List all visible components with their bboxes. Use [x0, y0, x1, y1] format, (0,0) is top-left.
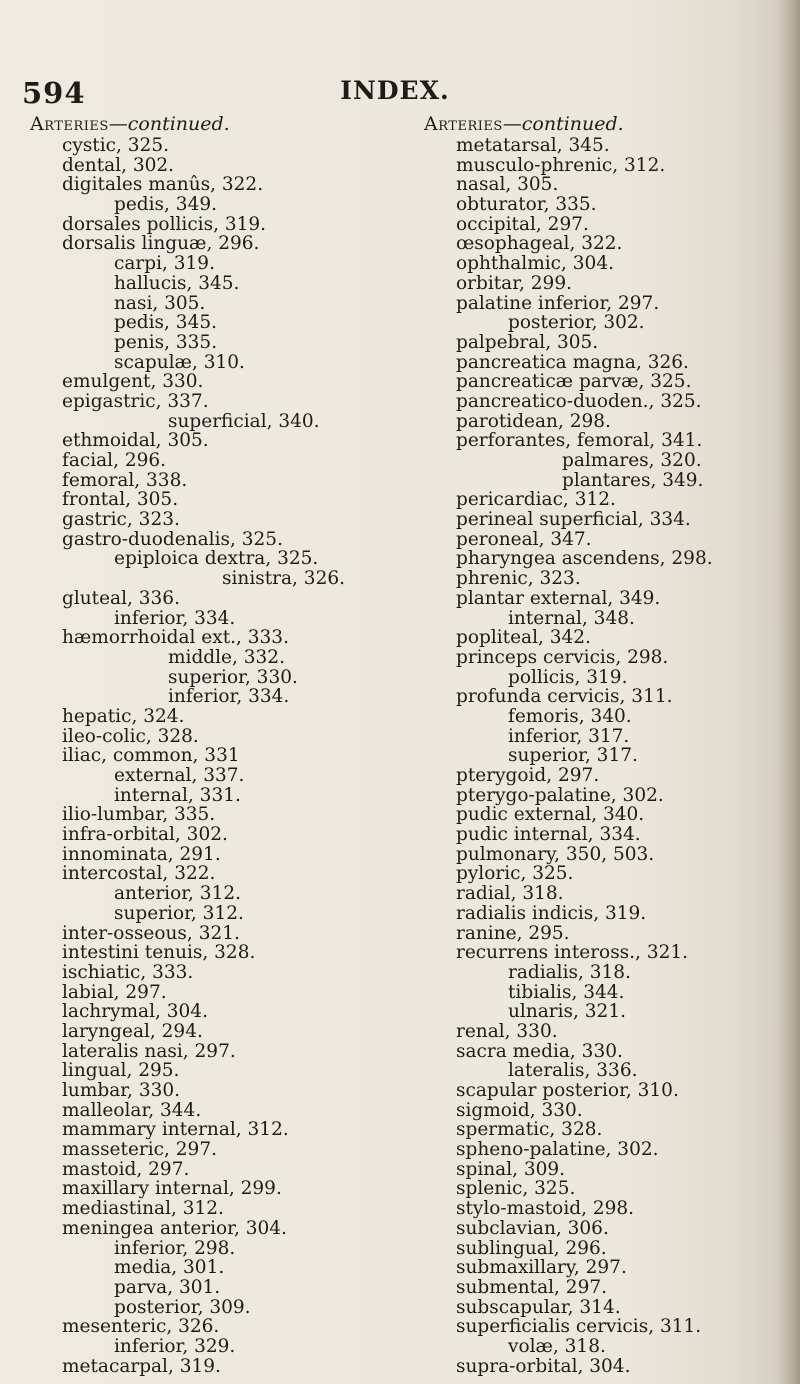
- index-entry: femoris, 340.: [508, 705, 632, 727]
- index-entry: princeps cervicis, 298.: [456, 646, 669, 668]
- index-entry: laryngeal, 294.: [62, 1020, 203, 1042]
- index-entry: parotidean, 298.: [456, 410, 611, 432]
- index-entry: superior, 312.: [114, 902, 244, 924]
- index-entry: superior, 330.: [168, 666, 298, 688]
- index-entry: spinal, 309.: [456, 1158, 566, 1180]
- index-entry: mammary internal, 312.: [62, 1119, 289, 1141]
- index-entry: inter-osseous, 321.: [62, 922, 240, 944]
- index-entry: inferior, 317.: [508, 725, 630, 747]
- index-entry: pudic external, 340.: [456, 804, 645, 826]
- index-entry: volæ, 318.: [508, 1335, 606, 1357]
- index-entry: carpi, 319.: [114, 253, 215, 275]
- index-entry: gastro-duodenalis, 325.: [62, 528, 283, 550]
- index-entry: anterior, 312.: [114, 883, 241, 905]
- index-entry: emulgent, 330.: [62, 371, 204, 393]
- index-entry: epigastric, 337.: [62, 390, 209, 412]
- index-entry: subclavian, 306.: [456, 1217, 609, 1239]
- index-entry: pancreatica magna, 326.: [456, 351, 689, 373]
- index-entry: subscapular, 314.: [456, 1296, 621, 1318]
- index-entry: ilio-lumbar, 335.: [62, 804, 216, 826]
- index-entry: pancreatico-duoden., 325.: [456, 390, 702, 412]
- index-entry: mesenteric, 326.: [62, 1316, 220, 1338]
- index-entry: perforantes, femoral, 341.: [456, 430, 703, 452]
- index-entry: palmares, 320.: [562, 450, 702, 471]
- index-entry: malleolar, 344.: [62, 1099, 202, 1121]
- index-entry: epiploica dextra, 325.: [114, 548, 319, 570]
- index-entry: meningea anterior, 304.: [62, 1217, 287, 1239]
- index-entry: iliac, common, 331: [62, 745, 240, 767]
- index-entry: ophthalmic, 304.: [456, 253, 614, 275]
- index-entry: tibialis, 344.: [508, 981, 625, 1003]
- entry-list: [30, 136, 420, 1376]
- index-entry: intestini tenuis, 328.: [62, 942, 256, 964]
- index-entry: pedis, 345.: [114, 312, 217, 334]
- index-entry: submaxillary, 297.: [456, 1257, 627, 1279]
- index-entry: occipital, 297.: [456, 213, 589, 235]
- index-entry: lumbar, 330.: [62, 1080, 181, 1101]
- index-entry: hæmorrhoidal ext., 333.: [62, 627, 289, 649]
- index-entry: parva, 301.: [114, 1276, 221, 1298]
- index-entry: superficial, 340.: [168, 410, 320, 432]
- index-entry: pharyngea ascendens, 298.: [456, 548, 713, 570]
- index-entry: mediastinal, 312.: [62, 1198, 224, 1220]
- index-entry: pollicis, 319.: [508, 666, 628, 688]
- index-entry: radialis indicis, 319.: [456, 902, 647, 924]
- index-entry: sinistra, 326.: [222, 568, 345, 590]
- index-entry: ethmoidal, 305.: [62, 430, 209, 452]
- index-entry: nasi, 305.: [114, 292, 206, 314]
- index-entry: lingual, 295.: [62, 1060, 180, 1082]
- heading-term: Arteries: [424, 113, 503, 135]
- index-entry: inferior, 329.: [114, 1335, 236, 1357]
- index-entry: superior, 317.: [508, 745, 638, 767]
- index-entry: hallucis, 345.: [114, 272, 240, 294]
- index-entry: ulnaris, 321.: [508, 1001, 626, 1023]
- index-column-left: [30, 112, 420, 1376]
- index-entry: musculo-phrenic, 312.: [456, 154, 666, 176]
- index-entry: frontal, 305.: [62, 489, 179, 511]
- entry-list: [424, 136, 784, 1376]
- index-entry: inferior, 298.: [114, 1237, 236, 1259]
- column-heading: [30, 112, 420, 136]
- index-entry: renal, 330.: [456, 1020, 558, 1042]
- index-entry: metacarpal, 319.: [62, 1355, 221, 1377]
- index-entry: gastric, 323.: [62, 509, 180, 531]
- index-entry: palatine inferior, 297.: [456, 292, 660, 314]
- index-entry: spermatic, 328.: [456, 1119, 603, 1141]
- index-entry: hepatic, 324.: [62, 705, 185, 727]
- index-entry: dorsales pollicis, 319.: [62, 213, 267, 235]
- index-entry: internal, 348.: [508, 607, 635, 629]
- index-entry: spheno-palatine, 302.: [456, 1139, 659, 1161]
- index-entry: pyloric, 325.: [456, 863, 574, 885]
- index-entry: sacra media, 330.: [456, 1040, 623, 1062]
- heading-continued: —continued.: [502, 113, 624, 135]
- index-entry: posterior, 302.: [508, 312, 645, 334]
- index-entry: scapular posterior, 310.: [456, 1080, 679, 1101]
- index-entry: stylo-mastoid, 298.: [456, 1198, 635, 1220]
- index-entry: supra-orbital, 304.: [456, 1355, 631, 1377]
- index-entry: œsophageal, 322.: [456, 233, 623, 255]
- index-entry: phrenic, 323.: [456, 568, 581, 590]
- page-number: 594: [22, 76, 86, 110]
- column-heading: [424, 112, 784, 136]
- index-entry: pterygo-palatine, 302.: [456, 784, 664, 806]
- index-entry: obturator, 335.: [456, 194, 597, 216]
- index-entry: plantar external, 349.: [456, 587, 661, 609]
- index-entry: middle, 332.: [168, 646, 285, 668]
- index-entry: submental, 297.: [456, 1276, 607, 1298]
- index-entry: innominata, 291.: [62, 843, 221, 865]
- index-entry: sublingual, 296.: [456, 1237, 607, 1259]
- index-entry: lachrymal, 304.: [62, 1001, 208, 1023]
- index-entry: internal, 331.: [114, 784, 241, 806]
- index-entry: infra-orbital, 302.: [62, 824, 228, 846]
- index-entry: ileo-colic, 328.: [62, 725, 199, 747]
- index-entry: plantares, 349.: [562, 469, 704, 491]
- heading-term: Arteries: [30, 113, 109, 135]
- index-entry: mastoid, 297.: [62, 1158, 190, 1180]
- index-entry: masseteric, 297.: [62, 1139, 217, 1161]
- index-entry: popliteal, 342.: [456, 627, 591, 649]
- index-entry: digitales manûs, 322.: [62, 174, 264, 196]
- index-entry: perineal superficial, 334.: [456, 509, 691, 531]
- index-entry: splenic, 325.: [456, 1178, 576, 1200]
- index-entry: metatarsal, 345.: [456, 135, 610, 156]
- index-entry: ranine, 295.: [456, 922, 570, 944]
- index-entry: external, 337.: [114, 765, 245, 786]
- index-entry: orbitar, 299.: [456, 272, 572, 294]
- index-entry: pericardiac, 312.: [456, 489, 616, 511]
- index-entry: lateralis, 336.: [508, 1060, 638, 1082]
- index-entry: pedis, 349.: [114, 194, 217, 216]
- index-entry: peroneal, 347.: [456, 528, 592, 550]
- index-entry: maxillary internal, 299.: [62, 1178, 282, 1200]
- index-entry: superficialis cervicis, 311.: [456, 1316, 702, 1338]
- index-entry: palpebral, 305.: [456, 331, 599, 353]
- index-entry: lateralis nasi, 297.: [62, 1040, 236, 1062]
- index-entry: pancreaticæ parvæ, 325.: [456, 371, 692, 393]
- running-head: INDEX.: [340, 76, 450, 105]
- index-entry: nasal, 305.: [456, 174, 559, 196]
- index-entry: scapulæ, 310.: [114, 351, 245, 373]
- index-entry: dorsalis linguæ, 296.: [62, 233, 260, 255]
- index-entry: cystic, 325.: [62, 135, 169, 156]
- index-entry: labial, 297.: [62, 981, 167, 1003]
- index-entry: pterygoid, 297.: [456, 765, 600, 786]
- index-column-right: [424, 112, 784, 1376]
- index-entry: penis, 335.: [114, 331, 218, 353]
- index-entry: posterior, 309.: [114, 1296, 251, 1318]
- index-entry: inferior, 334.: [114, 607, 236, 629]
- index-entry: dental, 302.: [62, 154, 175, 176]
- index-entry: gluteal, 336.: [62, 587, 180, 609]
- index-entry: pudic internal, 334.: [456, 824, 641, 846]
- index-entry: facial, 296.: [62, 450, 167, 471]
- index-entry: radial, 318.: [456, 883, 564, 905]
- index-entry: femoral, 338.: [62, 469, 188, 491]
- index-entry: media, 301.: [114, 1257, 225, 1279]
- index-entry: intercostal, 322.: [62, 863, 216, 885]
- index-entry: radialis, 318.: [508, 961, 631, 983]
- index-entry: pulmonary, 350, 503.: [456, 843, 655, 865]
- index-entry: inferior, 334.: [168, 686, 290, 708]
- heading-continued: —continued.: [108, 113, 230, 135]
- index-entry: recurrens inteross., 321.: [456, 942, 689, 964]
- index-entry: sigmoid, 330.: [456, 1099, 583, 1121]
- index-entry: profunda cervicis, 311.: [456, 686, 673, 708]
- index-entry: ischiatic, 333.: [62, 961, 194, 983]
